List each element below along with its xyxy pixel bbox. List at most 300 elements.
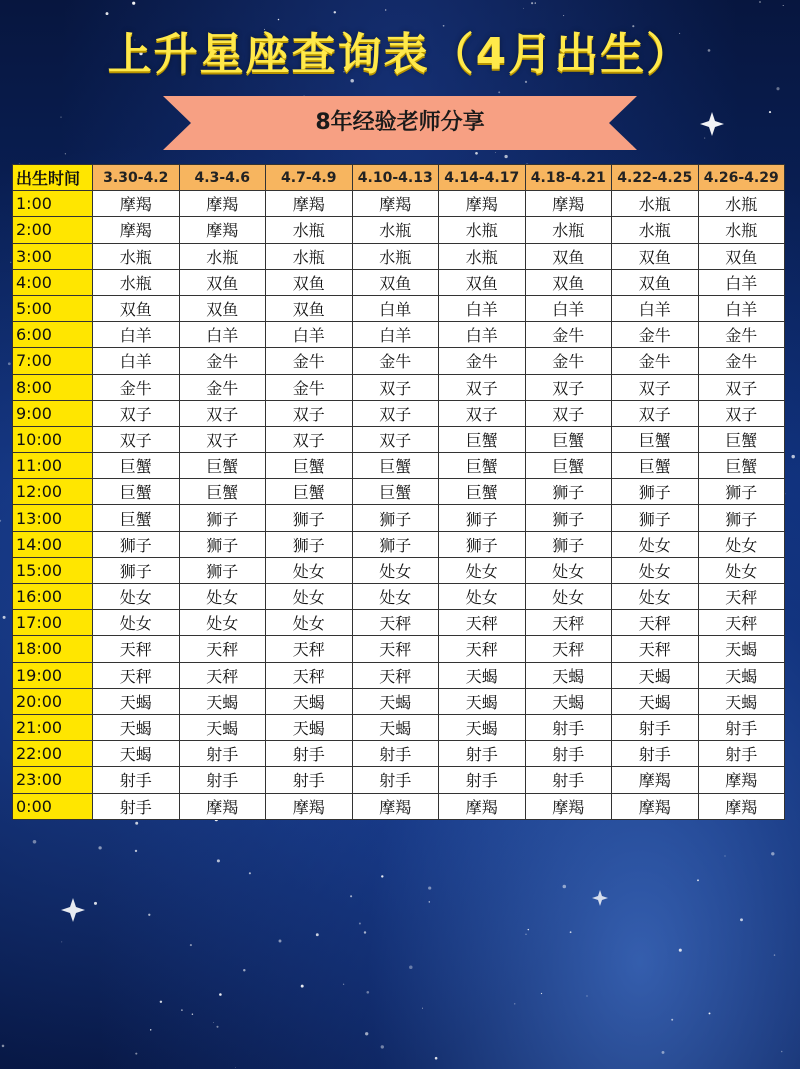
star-dot: [498, 91, 500, 93]
star-dot: [243, 969, 245, 971]
star-dot: [704, 138, 705, 139]
ascendant-sign-cell: 金牛: [352, 348, 439, 374]
ascendant-sign-cell: 水瓶: [612, 191, 699, 217]
ascendant-sign-cell: 水瓶: [439, 217, 526, 243]
column-header-date-range: 4.18-4.21: [525, 165, 612, 191]
ascendant-sign-cell: 天秤: [93, 662, 180, 688]
ascendant-sign-cell: 金牛: [698, 348, 785, 374]
star-dot: [190, 944, 192, 946]
table-row: [13, 610, 785, 636]
birth-time-cell: 18:00: [13, 636, 93, 662]
ascendant-sign-cell: 白羊: [93, 322, 180, 348]
ascendant-sign-cell: 双鱼: [352, 269, 439, 295]
subtitle: 8年经验老师分享: [315, 110, 485, 135]
birth-time-cell: 3:00: [13, 243, 93, 269]
ascendant-sign-cell: 双鱼: [439, 269, 526, 295]
ascendant-sign-cell: 巨蟹: [612, 453, 699, 479]
ascendant-sign-cell: 摩羯: [179, 217, 266, 243]
star-dot: [791, 455, 794, 458]
star-dot: [771, 852, 774, 855]
ascendant-sign-cell: 处女: [352, 557, 439, 583]
ascendant-sign-cell: 射手: [266, 741, 353, 767]
ascendant-sign-cell: 狮子: [439, 505, 526, 531]
ascendant-sign-cell: 天秤: [179, 636, 266, 662]
ascendant-table: [12, 164, 784, 820]
ascendant-sign-cell: 巨蟹: [352, 453, 439, 479]
ascendant-sign-cell: 处女: [525, 584, 612, 610]
ascendant-sign-cell: 狮子: [179, 557, 266, 583]
star-dot: [587, 996, 588, 997]
column-header-date-range: 3.30-4.2: [93, 165, 180, 191]
ascendant-sign-cell: 巨蟹: [352, 479, 439, 505]
ascendant-sign-cell: 天秤: [612, 610, 699, 636]
ascendant-sign-cell: 天秤: [93, 636, 180, 662]
ascendant-sign-cell: 射手: [179, 741, 266, 767]
ascendant-sign-cell: 射手: [266, 767, 353, 793]
ascendant-sign-cell: 天秤: [352, 610, 439, 636]
ascendant-sign-cell: 狮子: [698, 505, 785, 531]
star-dot: [148, 914, 150, 916]
ascendant-sign-cell: 双鱼: [525, 269, 612, 295]
ascendant-sign-cell: 射手: [439, 767, 526, 793]
star-dot: [65, 153, 66, 154]
ascendant-sign-cell: 天蝎: [439, 662, 526, 688]
star-dot: [132, 2, 135, 5]
star-dot: [475, 152, 478, 155]
ascendant-sign-cell: 双子: [266, 426, 353, 452]
star-dot: [422, 1008, 423, 1009]
star-dot: [2, 1045, 5, 1048]
table-row: [13, 636, 785, 662]
ascendant-sign-cell: 金牛: [266, 374, 353, 400]
ascendant-sign-cell: 金牛: [179, 374, 266, 400]
star-dot: [429, 901, 431, 903]
ascendant-sign-cell: 摩羯: [525, 793, 612, 819]
ascendant-sign-cell: 双子: [612, 374, 699, 400]
ascendant-sign-cell: 射手: [525, 714, 612, 740]
ascendant-sign-cell: 摩羯: [612, 793, 699, 819]
ascendant-sign-cell: 天蝎: [93, 714, 180, 740]
birth-time-cell: 20:00: [13, 688, 93, 714]
ascendant-sign-cell: 巨蟹: [266, 479, 353, 505]
ascendant-sign-cell: 摩羯: [266, 793, 353, 819]
birth-time-cell: 14:00: [13, 531, 93, 557]
ascendant-sign-cell: 金牛: [439, 348, 526, 374]
ascendant-sign-cell: 天秤: [525, 636, 612, 662]
ascendant-sign-cell: 摩羯: [698, 767, 785, 793]
page-title: 上升星座查询表（4月出生）: [107, 29, 693, 80]
table-row: [13, 688, 785, 714]
table-row: [13, 426, 785, 452]
ascendant-sign-cell: 天蝎: [698, 688, 785, 714]
ascendant-sign-cell: 处女: [352, 584, 439, 610]
star-dot: [316, 933, 319, 936]
ascendant-sign-cell: 狮子: [93, 531, 180, 557]
star-dot: [671, 1019, 673, 1021]
ascendant-sign-cell: 巨蟹: [439, 453, 526, 479]
ascendant-sign-cell: 巨蟹: [439, 426, 526, 452]
ascendant-sign-cell: 天秤: [698, 584, 785, 610]
ascendant-sign-cell: 射手: [525, 741, 612, 767]
star-dot: [217, 859, 220, 862]
star-dot: [570, 931, 572, 933]
birth-time-cell: 6:00: [13, 322, 93, 348]
ascendant-sign-cell: 处女: [266, 584, 353, 610]
ascendant-sign-cell: 双子: [93, 426, 180, 452]
sparkle-star-icon: [61, 898, 85, 922]
ascendant-sign-cell: 天秤: [439, 636, 526, 662]
table-row: [13, 741, 785, 767]
ascendant-sign-cell: 处女: [439, 557, 526, 583]
ascendant-sign-cell: 水瓶: [352, 217, 439, 243]
ascendant-sign-cell: 射手: [612, 714, 699, 740]
star-dot: [216, 1026, 218, 1028]
ascendant-sign-cell: 天秤: [698, 610, 785, 636]
star-dot: [249, 872, 251, 874]
ascendant-sign-cell: 金牛: [266, 348, 353, 374]
ascendant-sign-cell: 巨蟹: [179, 479, 266, 505]
star-dot: [662, 1051, 665, 1054]
table-row: [13, 767, 785, 793]
ascendant-sign-cell: 摩羯: [698, 793, 785, 819]
star-dot: [525, 934, 526, 935]
birth-time-cell: 5:00: [13, 295, 93, 321]
ascendant-sign-cell: 巨蟹: [525, 453, 612, 479]
ascendant-sign-cell: 射手: [439, 741, 526, 767]
star-dot: [150, 1029, 151, 1030]
table-row: [13, 348, 785, 374]
star-dot: [8, 362, 11, 365]
ascendant-sign-cell: 水瓶: [266, 217, 353, 243]
ascendant-sign-cell: 摩羯: [525, 191, 612, 217]
ascendant-sign-cell: 巨蟹: [93, 479, 180, 505]
star-dot: [279, 940, 282, 943]
star-dot: [359, 922, 361, 924]
star-dot: [334, 11, 336, 13]
ascendant-sign-cell: 狮子: [612, 479, 699, 505]
ascendant-sign-cell: 处女: [439, 584, 526, 610]
ascendant-sign-cell: 狮子: [612, 505, 699, 531]
star-dot: [759, 1, 761, 3]
ascendant-sign-cell: 狮子: [179, 531, 266, 557]
ascendant-sign-cell: 双鱼: [266, 295, 353, 321]
birth-time-cell: 9:00: [13, 400, 93, 426]
ascendant-sign-cell: 金牛: [698, 322, 785, 348]
ascendant-sign-cell: 双子: [93, 400, 180, 426]
ascendant-sign-cell: 射手: [525, 767, 612, 793]
table-row: [13, 584, 785, 610]
ascendant-sign-cell: 巨蟹: [525, 426, 612, 452]
ascendant-sign-cell: 天蝎: [525, 662, 612, 688]
star-dot: [213, 1022, 214, 1023]
ascendant-sign-cell: 双鱼: [698, 243, 785, 269]
ascendant-sign-cell: 双子: [698, 374, 785, 400]
ascendant-sign-cell: 摩羯: [612, 767, 699, 793]
star-dot: [301, 985, 304, 988]
ascendant-sign-cell: 处女: [179, 584, 266, 610]
table-row: [13, 243, 785, 269]
star-dot: [343, 984, 344, 985]
ascendant-sign-cell: 巨蟹: [93, 453, 180, 479]
star-dot: [381, 1045, 384, 1048]
ascendant-sign-cell: 白羊: [352, 322, 439, 348]
ascendant-sign-cell: 射手: [612, 741, 699, 767]
ascendant-sign-cell: 天蝎: [439, 688, 526, 714]
star-dot: [563, 885, 567, 889]
birth-time-cell: 17:00: [13, 610, 93, 636]
ascendant-sign-cell: 处女: [612, 584, 699, 610]
ascendant-sign-cell: 白羊: [698, 269, 785, 295]
ascendant-sign-cell: 水瓶: [352, 243, 439, 269]
table-row: [13, 191, 785, 217]
ascendant-sign-cell: 水瓶: [525, 217, 612, 243]
ascendant-sign-cell: 摩羯: [352, 191, 439, 217]
star-dot: [740, 918, 743, 921]
star-dot: [523, 8, 524, 9]
star-dot: [0, 520, 1, 522]
ascendant-sign-cell: 水瓶: [93, 269, 180, 295]
ascendant-sign-cell: 白羊: [698, 295, 785, 321]
ascendant-sign-cell: 摩羯: [439, 793, 526, 819]
ascendant-sign-cell: 双鱼: [525, 243, 612, 269]
table-row: [13, 479, 785, 505]
table-row: [13, 295, 785, 321]
star-dot: [409, 966, 413, 970]
star-dot: [495, 152, 496, 153]
ascendant-sign-cell: 金牛: [93, 374, 180, 400]
ascendant-sign-cell: 摩羯: [439, 191, 526, 217]
star-dot: [3, 616, 6, 619]
ascendant-sign-cell: 天蝎: [266, 714, 353, 740]
ascendant-sign-cell: 白羊: [93, 348, 180, 374]
ascendant-sign-cell: 天蝎: [179, 688, 266, 714]
star-dot: [135, 1053, 137, 1055]
table-row: [13, 217, 785, 243]
ascendant-sign-cell: 巨蟹: [698, 453, 785, 479]
ascendant-sign-cell: 狮子: [698, 479, 785, 505]
star-dot: [709, 1012, 711, 1014]
star-dot: [528, 929, 529, 930]
star-dot: [33, 840, 37, 844]
star-dot: [160, 1001, 162, 1003]
ascendant-sign-cell: 狮子: [525, 531, 612, 557]
table-row: [13, 453, 785, 479]
ascendant-sign-cell: 水瓶: [93, 243, 180, 269]
birth-time-cell: 15:00: [13, 557, 93, 583]
ascendant-sign-cell: 射手: [698, 714, 785, 740]
star-dot: [531, 2, 533, 4]
ascendant-sign-cell: 巨蟹: [93, 505, 180, 531]
ascendant-sign-cell: 双子: [698, 400, 785, 426]
ascendant-sign-cell: 双子: [352, 426, 439, 452]
table-header-row: [13, 165, 785, 191]
ascendant-sign-cell: 双鱼: [266, 269, 353, 295]
birth-time-cell: 16:00: [13, 584, 93, 610]
ascendant-sign-cell: 处女: [698, 531, 785, 557]
table-row: [13, 269, 785, 295]
ascendant-sign-cell: 摩羯: [93, 217, 180, 243]
ascendant-sign-cell: 白羊: [439, 322, 526, 348]
ascendant-sign-cell: 处女: [266, 610, 353, 636]
ascendant-sign-cell: 双子: [352, 374, 439, 400]
birth-time-cell: 10:00: [13, 426, 93, 452]
ascendant-sign-cell: 摩羯: [179, 793, 266, 819]
sparkle-star-icon: [592, 890, 608, 906]
star-dot: [60, 116, 61, 117]
table-row: [13, 374, 785, 400]
ascendant-sign-cell: 巨蟹: [266, 453, 353, 479]
ascendant-sign-cell: 处女: [612, 531, 699, 557]
column-header-birth-time: 出生时间: [13, 165, 93, 191]
ascendant-sign-cell: 双鱼: [93, 295, 180, 321]
ascendant-sign-cell: 天蝎: [93, 741, 180, 767]
ascendant-sign-cell: 射手: [352, 741, 439, 767]
ascendant-sign-cell: 处女: [266, 557, 353, 583]
table-row: [13, 505, 785, 531]
star-dot: [106, 12, 109, 15]
ascendant-sign-cell: 狮子: [179, 505, 266, 531]
ascendant-sign-cell: 金牛: [612, 322, 699, 348]
star-dot: [781, 1051, 783, 1053]
ascendant-sign-cell: 巨蟹: [698, 426, 785, 452]
ascendant-sign-cell: 处女: [93, 584, 180, 610]
star-dot: [776, 87, 779, 90]
ascendant-sign-cell: 金牛: [612, 348, 699, 374]
ascendant-sign-cell: 水瓶: [179, 243, 266, 269]
column-header-date-range: 4.22-4.25: [612, 165, 699, 191]
ascendant-sign-cell: 白羊: [179, 322, 266, 348]
birth-time-cell: 8:00: [13, 374, 93, 400]
ascendant-sign-cell: 处女: [525, 557, 612, 583]
column-header-date-range: 4.10-4.13: [352, 165, 439, 191]
ascendant-sign-cell: 天秤: [439, 610, 526, 636]
ascendant-sign-cell: 天蝎: [352, 714, 439, 740]
ascendant-sign-cell: 天蝎: [439, 714, 526, 740]
ascendant-sign-cell: 白羊: [525, 295, 612, 321]
star-dot: [697, 879, 699, 881]
ascendant-sign-cell: 双子: [179, 400, 266, 426]
ascendant-sign-cell: 金牛: [525, 322, 612, 348]
table-row: [13, 793, 785, 819]
ascendant-sign-cell: 狮子: [93, 557, 180, 583]
birth-time-cell: 12:00: [13, 479, 93, 505]
ascendant-sign-cell: 双子: [525, 374, 612, 400]
star-dot: [94, 902, 97, 905]
ascendant-sign-cell: 天蝎: [352, 688, 439, 714]
star-dot: [679, 949, 682, 952]
birth-time-cell: 1:00: [13, 191, 93, 217]
table-row: [13, 322, 785, 348]
star-dot: [366, 991, 369, 994]
star-dot: [563, 15, 564, 16]
ascendant-sign-cell: 天秤: [352, 636, 439, 662]
star-dot: [774, 954, 775, 955]
ascendant-sign-cell: 天蝎: [612, 688, 699, 714]
star-dot: [181, 1009, 183, 1011]
ascendant-sign-cell: 天秤: [179, 662, 266, 688]
ascendant-sign-cell: 狮子: [525, 479, 612, 505]
ascendant-sign-cell: 双子: [525, 400, 612, 426]
ascendant-sign-cell: 水瓶: [612, 217, 699, 243]
ascendant-sign-cell: 金牛: [525, 348, 612, 374]
star-dot: [725, 856, 726, 857]
ascendant-sign-cell: 白羊: [439, 295, 526, 321]
birth-time-cell: 22:00: [13, 741, 93, 767]
star-dot: [504, 155, 507, 158]
ascendant-sign-cell: 射手: [179, 767, 266, 793]
ascendant-sign-cell: 巨蟹: [179, 453, 266, 479]
star-dot: [61, 941, 62, 942]
ascendant-sign-cell: 处女: [698, 557, 785, 583]
star-dot: [98, 846, 101, 849]
ascendant-sign-cell: 水瓶: [698, 217, 785, 243]
ascendant-sign-cell: 摩羯: [352, 793, 439, 819]
ascendant-sign-cell: 处女: [612, 557, 699, 583]
star-dot: [428, 887, 431, 890]
column-header-date-range: 4.14-4.17: [439, 165, 526, 191]
ascendant-sign-cell: 天秤: [612, 636, 699, 662]
ascendant-sign-cell: 摩羯: [179, 191, 266, 217]
ascendant-sign-cell: 天秤: [352, 662, 439, 688]
sparkle-star-icon: [700, 112, 724, 136]
ascendant-sign-cell: 狮子: [439, 531, 526, 557]
star-dot: [769, 111, 771, 113]
ascendant-sign-cell: 射手: [698, 741, 785, 767]
star-dot: [364, 931, 366, 933]
ascendant-sign-cell: 狮子: [266, 505, 353, 531]
star-dot: [192, 1013, 193, 1014]
ascendant-sign-cell: 狮子: [525, 505, 612, 531]
ascendant-sign-cell: 摩羯: [93, 191, 180, 217]
table-row: [13, 531, 785, 557]
ascendant-sign-cell: 天蝎: [93, 688, 180, 714]
star-dot: [783, 5, 784, 6]
ascendant-sign-cell: 摩羯: [266, 191, 353, 217]
star-dot: [235, 1067, 236, 1068]
table-row: [13, 400, 785, 426]
star-dot: [541, 993, 542, 994]
ascendant-sign-cell: 双子: [439, 374, 526, 400]
birth-time-cell: 4:00: [13, 269, 93, 295]
star-dot: [535, 2, 536, 3]
column-header-date-range: 4.7-4.9: [266, 165, 353, 191]
ascendant-sign-cell: 双鱼: [179, 295, 266, 321]
star-dot: [219, 993, 222, 996]
ascendant-sign-cell: 双子: [266, 400, 353, 426]
ascendant-sign-cell: 天秤: [266, 662, 353, 688]
ascendant-sign-cell: 水瓶: [266, 243, 353, 269]
ascendant-sign-cell: 天蝎: [698, 636, 785, 662]
ascendant-sign-cell: 天蝎: [266, 688, 353, 714]
ascendant-sign-cell: 天蝎: [179, 714, 266, 740]
ascendant-sign-cell: 白羊: [266, 322, 353, 348]
ascendant-sign-cell: 双子: [179, 426, 266, 452]
star-dot: [135, 850, 137, 852]
birth-time-cell: 7:00: [13, 348, 93, 374]
ascendant-sign-cell: 双鱼: [612, 269, 699, 295]
ascendant-sign-cell: 白单: [352, 295, 439, 321]
ascendant-sign-cell: 处女: [179, 610, 266, 636]
star-dot: [435, 1057, 438, 1060]
ascendant-sign-cell: 天蝎: [525, 688, 612, 714]
column-header-date-range: 4.3-4.6: [179, 165, 266, 191]
ascendant-sign-cell: 水瓶: [439, 243, 526, 269]
ascendant-sign-cell: 天蝎: [612, 662, 699, 688]
star-dot: [385, 9, 386, 10]
ascendant-sign-cell: 狮子: [266, 531, 353, 557]
ascendant-sign-cell: 金牛: [179, 348, 266, 374]
ascendant-sign-cell: 水瓶: [698, 191, 785, 217]
